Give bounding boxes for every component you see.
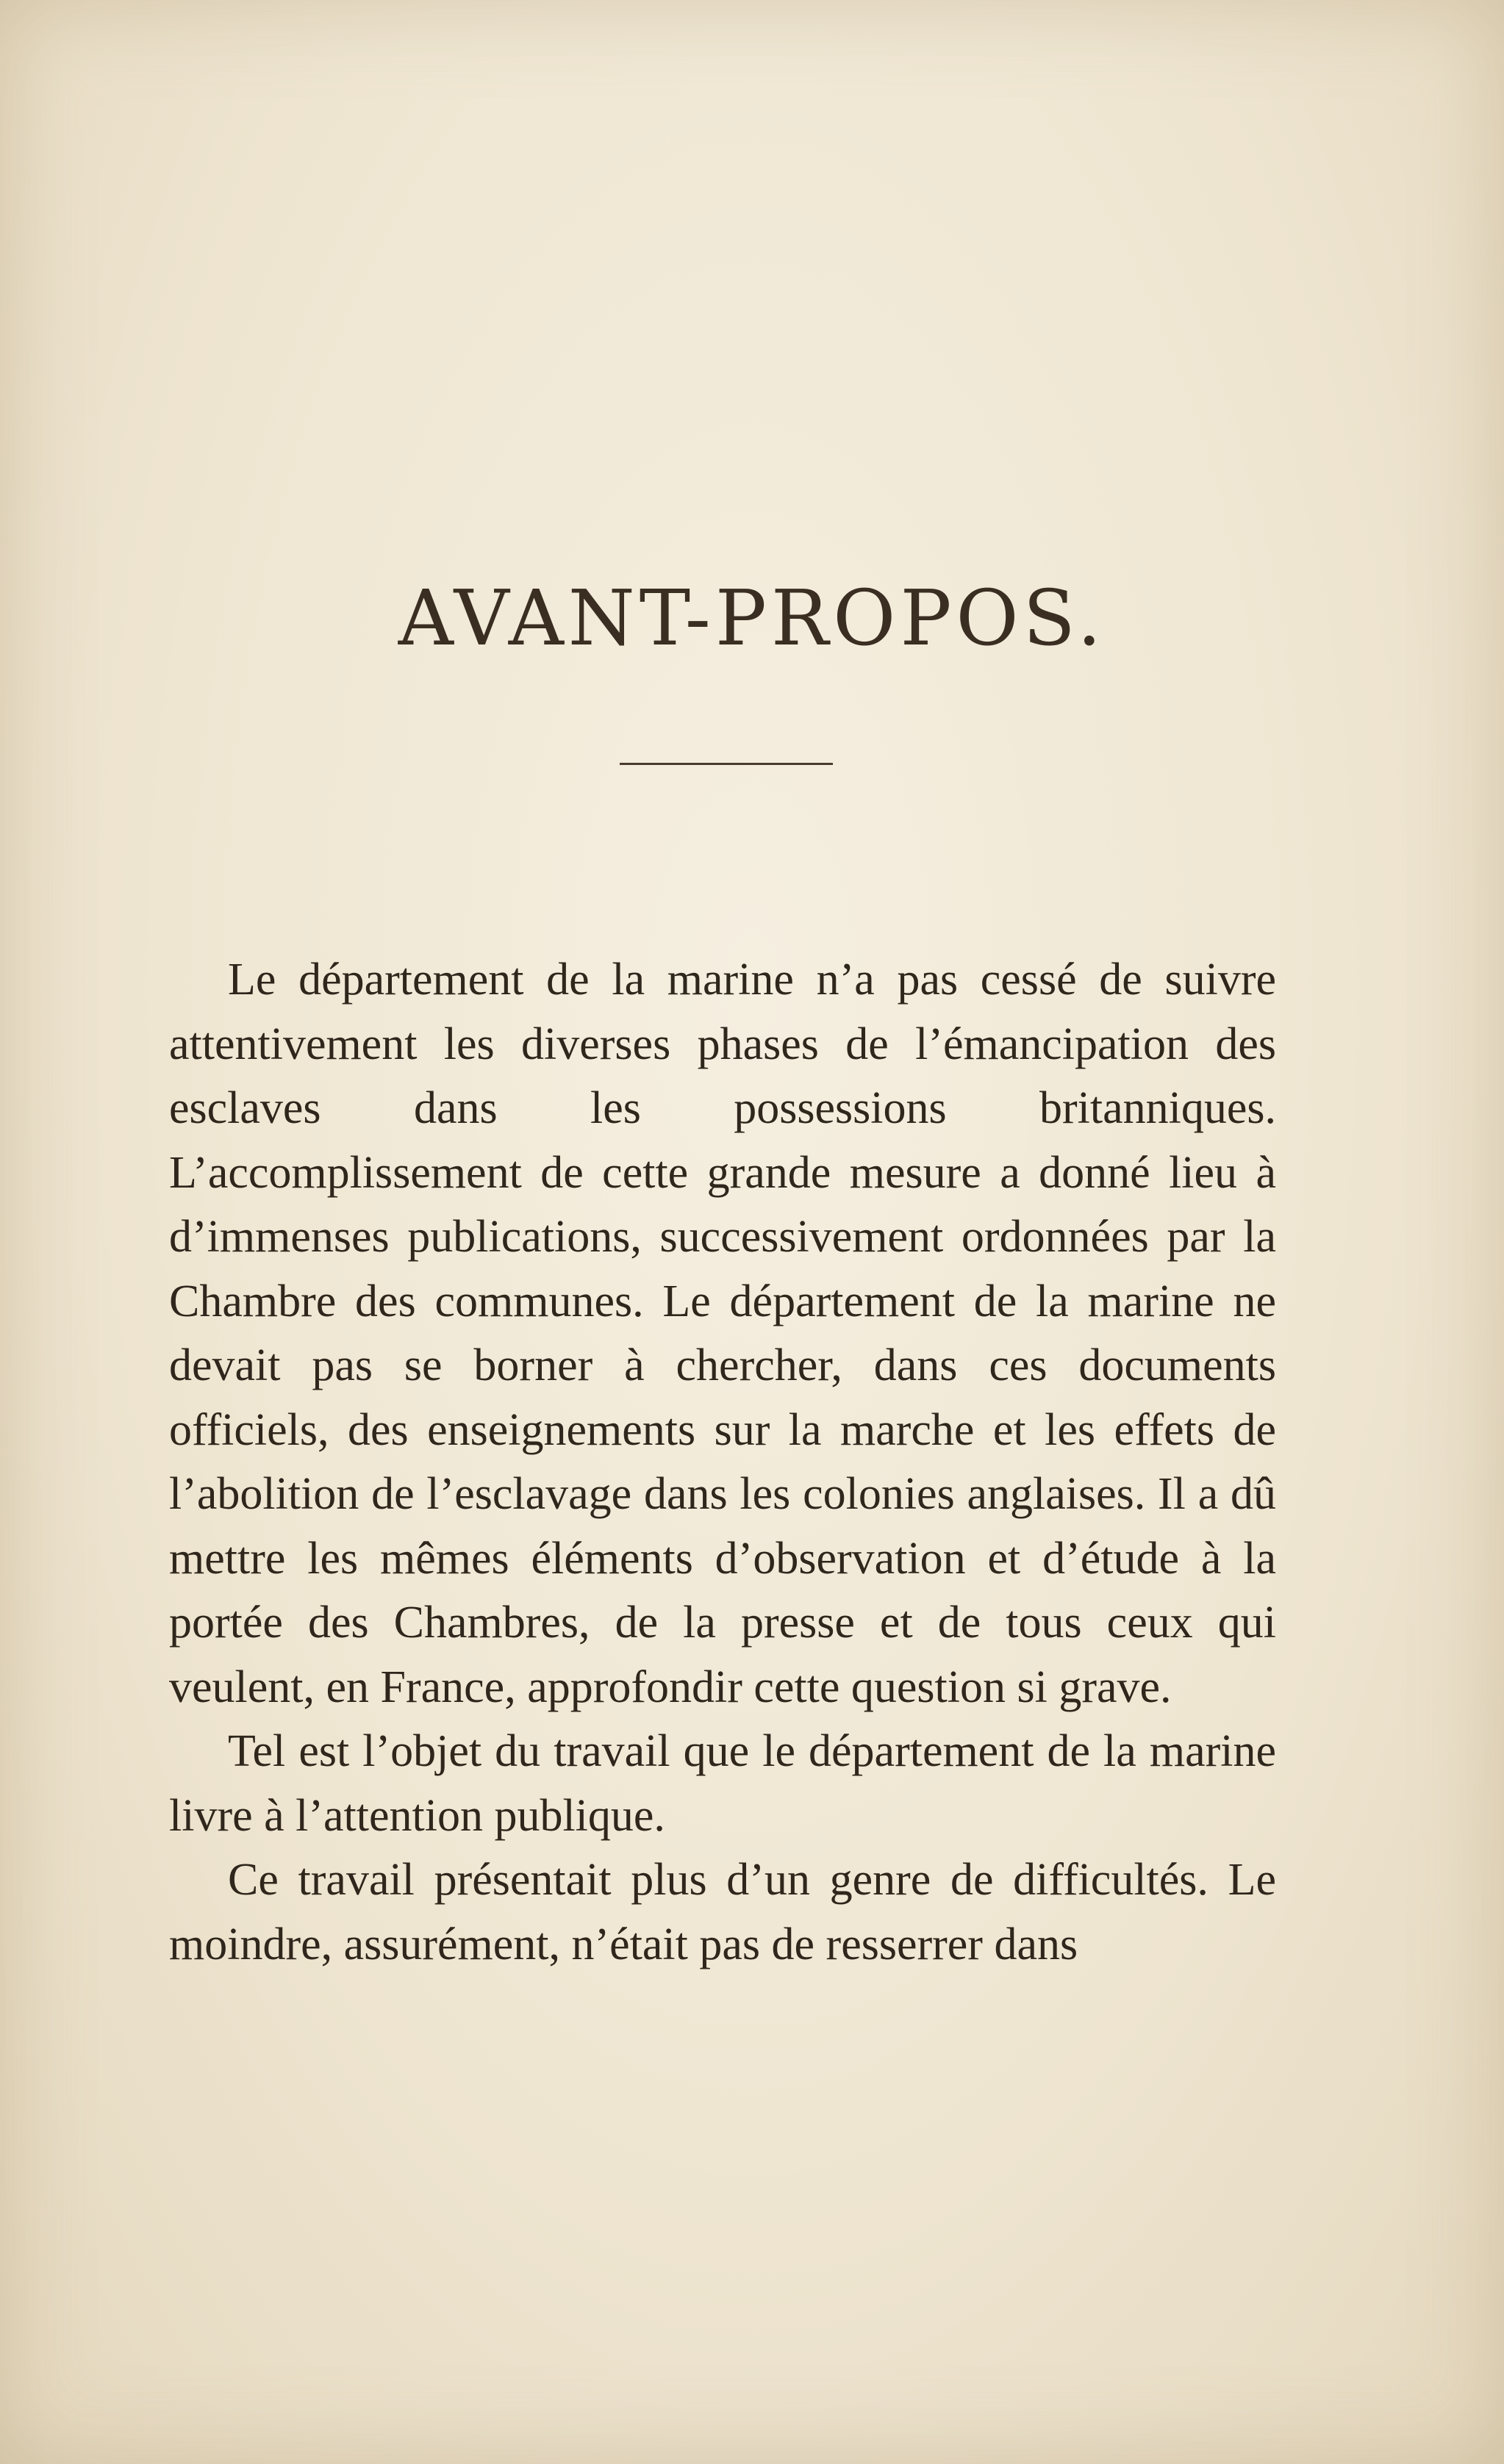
paragraph-3: Ce travail présentait plus d’un genre de difficultés. Le moindre, assurément, n’était pas de resserrer dans xyxy=(169,1855,1276,1969)
page-title: AVANT-PROPOS. xyxy=(398,573,1106,663)
paragraph-1: Le département de la marine n’a pas cessé de suivre attentivement les diverses phases de l’émancipation des esclaves dans les possessions britanniques. L’accomplissement de cette grande mesure a donné lieu à d’immenses publications, successivement ordonnées par la Chambre des communes. Le département de la marine ne devait pas se borner à chercher, dans ces documents officiels, des enseignements sur la marche et les effets de l’abolition de l’esclavage dans les colonies anglaises. Il a dû mettre les mêmes éléments d’observation et d’étude à la portée des Chambres, de la presse et de tous ceux qui veulent, en France, approfondir cette question si grave. xyxy=(169,955,1276,1712)
title-divider xyxy=(620,763,833,765)
paragraph-2: Tel est l’objet du travail que le département de la marine livre à l’attention publique. xyxy=(169,1726,1276,1841)
body-text xyxy=(169,948,1276,1977)
